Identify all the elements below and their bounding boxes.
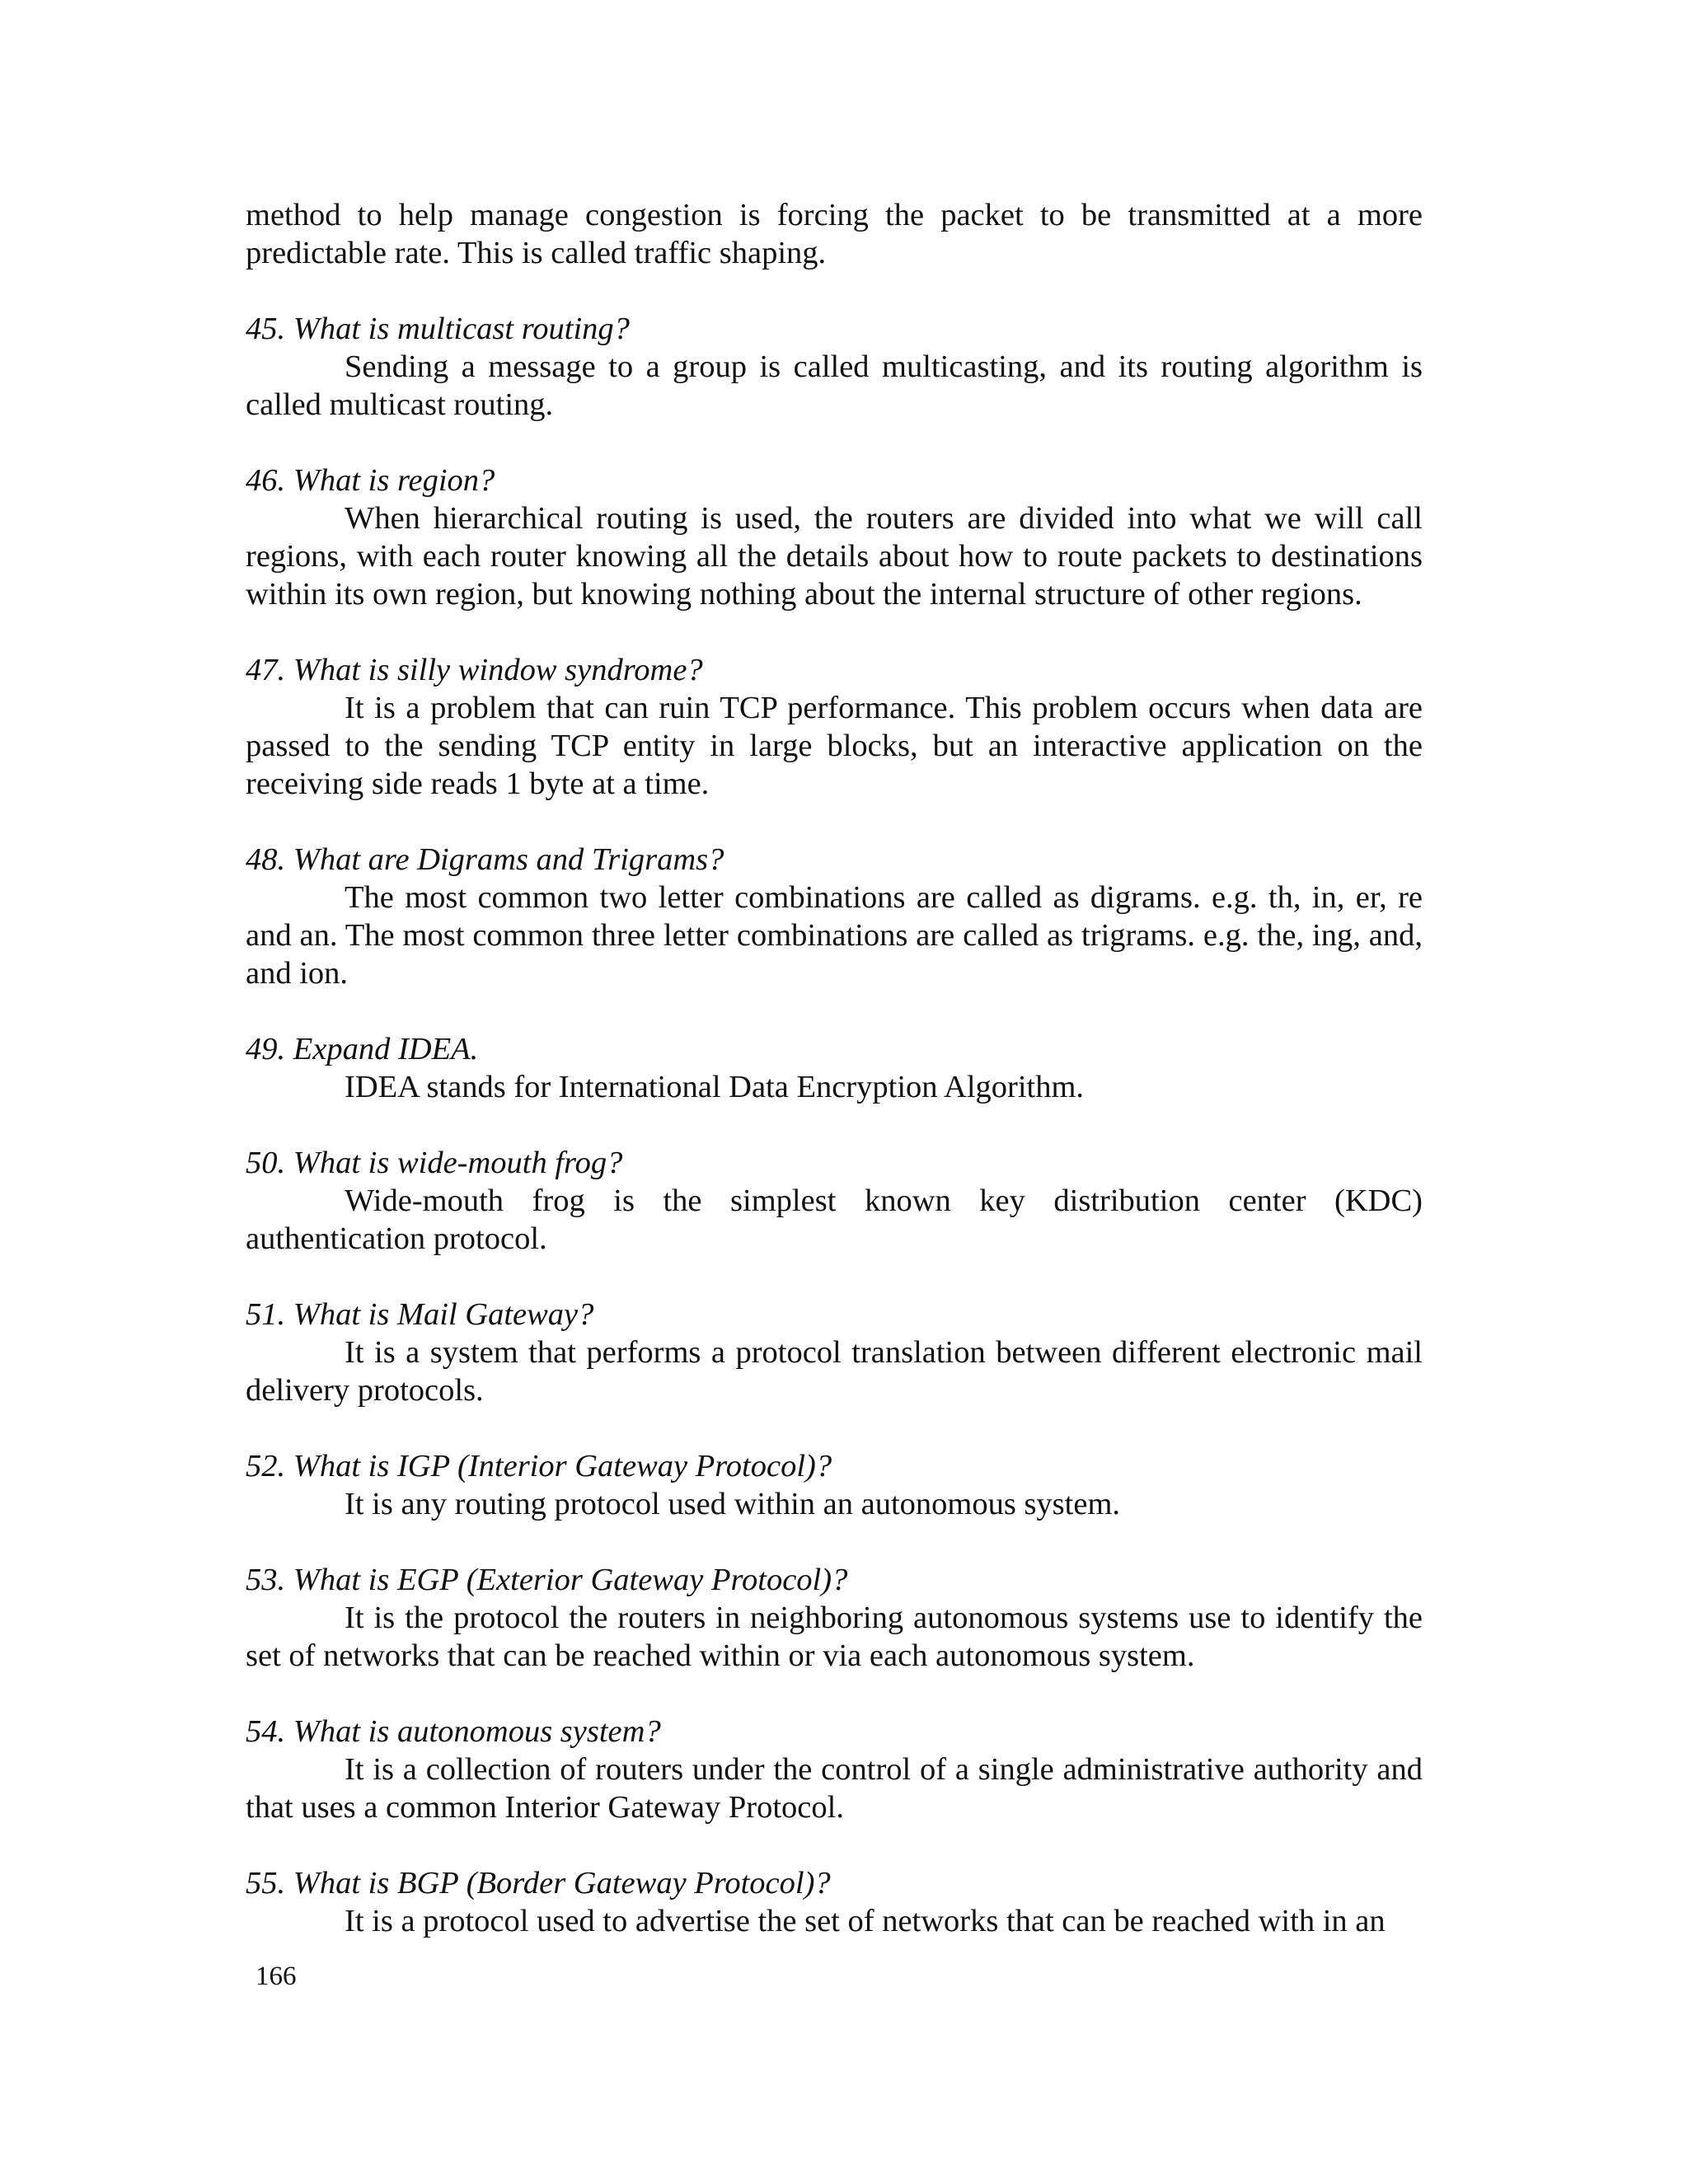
answer-50: Wide-mouth frog is the simplest known key distribution center (KDC) authentication protocol.: [246, 1183, 1423, 1256]
qa-item-47: [246, 651, 1423, 803]
question-45: 45. What is multicast routing?: [246, 312, 630, 346]
qa-item-52: [246, 1447, 1423, 1523]
answer-48: The most common two letter combinations are called as digrams. e.g. th, in, er, re and an. The most common three letter combinations are called as trigrams. e.g. the, ing, and, and ion.: [246, 880, 1423, 991]
answer-55: It is a protocol used to advertise the set of networks that can be reached with in an: [345, 1904, 1386, 1938]
qa-item-48: [246, 841, 1423, 992]
qa-item-45: [246, 310, 1423, 424]
page-body: [246, 196, 1423, 1978]
question-52: 52. What is IGP (Interior Gateway Protocol)?: [246, 1449, 832, 1483]
qa-item-55: [246, 1864, 1423, 1940]
question-54: 54. What is autonomous system?: [246, 1714, 661, 1749]
answer-53: It is the protocol the routers in neighboring autonomous systems use to identify the set of networks that can be reached within or via each autonomous system.: [246, 1601, 1423, 1673]
answer-54: It is a collection of routers under the control of a single administrative authority and that uses a common Interior Gateway Protocol.: [246, 1752, 1423, 1825]
answer-52: It is any routing protocol used within an autonomous system.: [345, 1487, 1121, 1521]
question-47: 47. What is silly window syndrome?: [246, 653, 703, 687]
question-53: 53. What is EGP (Exterior Gateway Protocol)?: [246, 1563, 848, 1597]
answer-47: It is a problem that can ruin TCP performance. This problem occurs when data are passed to the sending TCP entity in large blocks, but an interactive application on the receiving side reads 1 byte at a time.: [246, 691, 1423, 801]
question-49: 49. Expand IDEA.: [246, 1032, 479, 1066]
qa-item-53: [246, 1561, 1423, 1675]
question-51: 51. What is Mail Gateway?: [246, 1297, 594, 1332]
question-46: 46. What is region?: [246, 463, 495, 498]
question-55: 55. What is BGP (Border Gateway Protocol)?: [246, 1866, 831, 1900]
answer-49: IDEA stands for International Data Encryption Algorithm.: [345, 1070, 1085, 1104]
qa-item-54: [246, 1713, 1423, 1826]
qa-item-46: [246, 462, 1423, 613]
qa-item-50: [246, 1144, 1423, 1258]
intro-paragraph: method to help manage congestion is forcing the packet to be transmitted at a more predictable rate. This is called traffic shaping.: [246, 198, 1423, 270]
qa-item-49: [246, 1030, 1423, 1106]
question-48: 48. What are Digrams and Trigrams?: [246, 842, 724, 877]
qa-item-51: [246, 1296, 1423, 1409]
answer-46: When hierarchical routing is used, the routers are divided into what we will call regions, with each router knowing all the details about how to route packets to destinations within its own region, but knowing nothing about the internal structure of other regions.: [246, 501, 1423, 612]
answer-45: Sending a message to a group is called multicasting, and its routing algorithm is called multicast routing.: [246, 349, 1423, 422]
question-50: 50. What is wide-mouth frog?: [246, 1146, 623, 1180]
page-number: 166: [256, 1961, 297, 1991]
answer-51: It is a system that performs a protocol translation between different electronic mail delivery protocols.: [246, 1335, 1423, 1408]
